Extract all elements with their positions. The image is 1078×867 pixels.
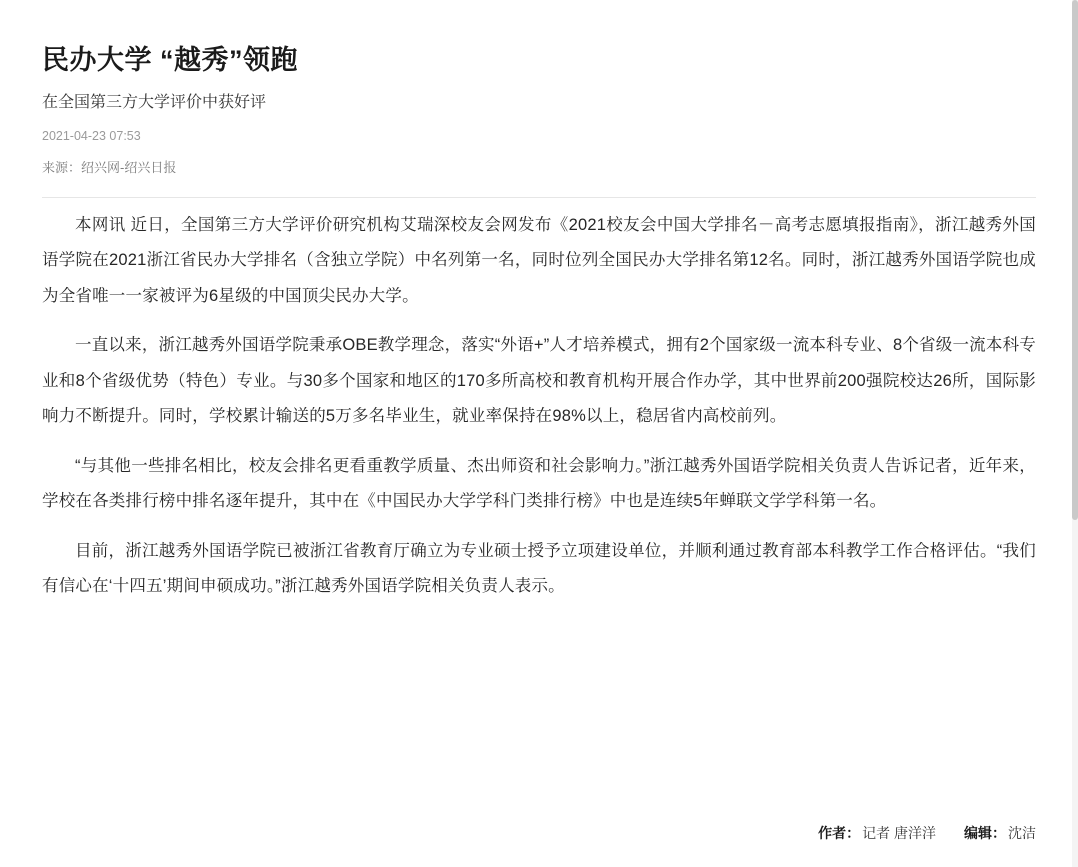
editor-label: 编辑： bbox=[964, 825, 1006, 841]
editor-field bbox=[964, 823, 1036, 843]
scrollbar-track[interactable] bbox=[1072, 0, 1078, 867]
article-paragraph: 本网讯 近日，全国第三方大学评价研究机构艾瑞深校友会网发布《2021校友会中国大学排名－高考志愿填报指南》，浙江越秀外国语学院在2021浙江省民办大学排名（含独立学院）中名列第一名，同时位列全国民办大学排名第12名。同时，浙江越秀外国语学院也成为全省唯一一家被评为6星级的中国顶尖民办大学。 bbox=[42, 215, 1036, 305]
article-paragraph: “与其他一些排名相比，校友会排名更看重教学质量、杰出师资和社会影响力。”浙江越秀外国语学院相关负责人告诉记者，近年来，学校在各类排行榜中排名逐年提升，其中在《中国民办大学学科门类排行榜》中也是连续5年蝉联文学学科第一名。 bbox=[42, 456, 1036, 511]
author-label: 作者： bbox=[818, 825, 861, 841]
article-body bbox=[42, 208, 1036, 605]
article-footer bbox=[818, 823, 1036, 843]
publish-date: 2021-04-23 07:53 bbox=[42, 128, 141, 143]
scrollbar-thumb[interactable] bbox=[1072, 0, 1078, 520]
author-field bbox=[818, 823, 936, 843]
article-paragraph: 目前，浙江越秀外国语学院已被浙江省教育厅确立为专业硕士授予立项建设单位，并顺利通过教育部本科教学工作合格评估。“我们有信心在‘十四五’期间申硕成功。”浙江越秀外国语学院相关负责人表示。 bbox=[42, 541, 1036, 596]
header-divider bbox=[42, 197, 1036, 198]
article-paragraph: 一直以来，浙江越秀外国语学院秉承OBE教学理念，落实“外语+”人才培养模式，拥有2个国家级一流本科专业、8个省级一流本科专业和8个省级优势（特色）专业。与30多个国家和地区的170多所高校和教育机构开展合作办学，其中世界前200强院校达26所，国际影响力不断提升。同时，学校累计输送的5万多名毕业生，就业率保持在98%以上，稳居省内高校前列。 bbox=[42, 336, 1036, 426]
article-source: 来源：绍兴网-绍兴日报 bbox=[42, 159, 177, 175]
page-title: 民办大学 “越秀”领跑 bbox=[42, 45, 299, 75]
editor-value: 沈洁 bbox=[1008, 825, 1036, 841]
article-subheadline: 在全国第三方大学评价中获好评 bbox=[42, 94, 267, 112]
author-value: 记者 唐洋洋 bbox=[862, 825, 936, 841]
